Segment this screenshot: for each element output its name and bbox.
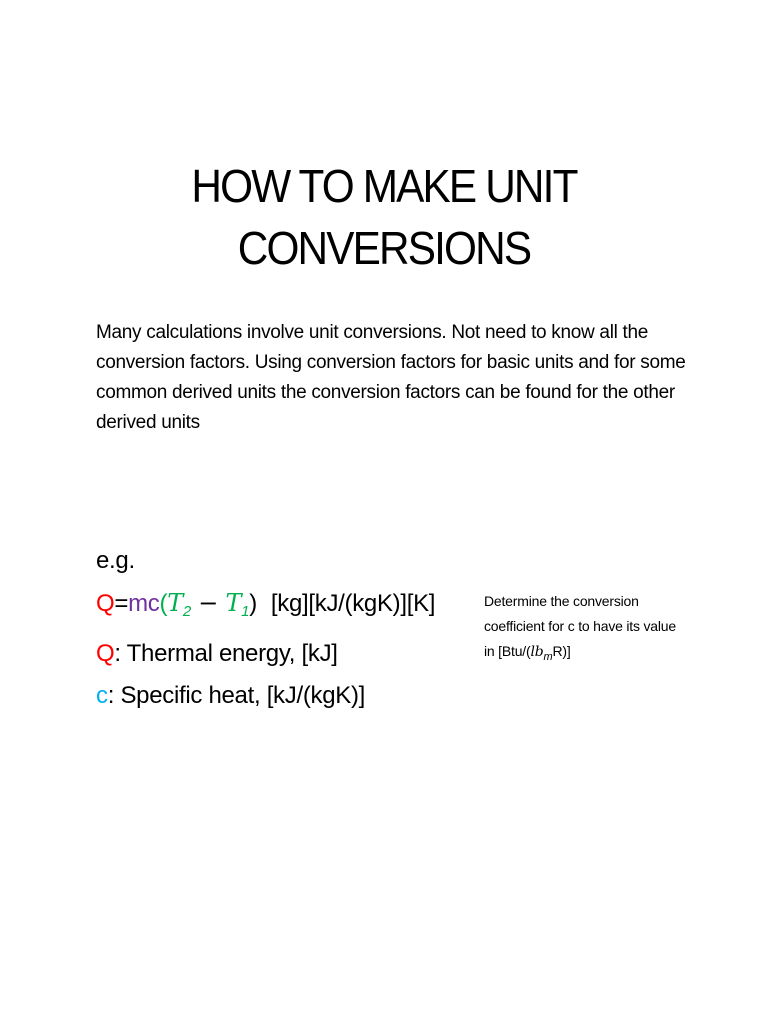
equation-open-paren: (	[159, 590, 168, 617]
equation-equals: =	[114, 590, 129, 617]
equation-t1: T	[225, 589, 242, 617]
note-line-1: Determine the conversion	[484, 593, 639, 609]
slide-title	[123, 155, 646, 279]
definition-specific-heat	[96, 675, 476, 717]
exercise-note	[484, 589, 684, 670]
equation-mc: mc	[128, 590, 160, 617]
note-line-2: coefficient for c to have its value	[484, 618, 676, 634]
definition-q-text: : Thermal energy, [kJ]	[114, 640, 338, 667]
equation-t2: T	[167, 589, 183, 617]
example-block	[96, 540, 476, 717]
note-line-3-suffix: R)]	[552, 643, 571, 659]
intro-paragraph: Many calculations involve unit conversions. Not need to know all the conversion factors. Using conversion factors for basic units and for some common derived units the conversion factors can be found for the other derived units	[96, 322, 686, 433]
note-line-3	[484, 639, 684, 670]
equation-close-paren: )	[249, 590, 257, 617]
heat-equation	[96, 582, 476, 633]
note-line-3-prefix: in [Btu/(	[484, 643, 531, 659]
definition-c-text: : Specific heat, [kJ/(kgK)]	[107, 682, 366, 709]
definition-q-symbol: Q	[96, 640, 115, 667]
definition-thermal-energy	[96, 633, 476, 675]
equation-t1-subscript: 1	[241, 603, 250, 620]
equation-q-symbol: Q	[96, 590, 115, 617]
note-lb: lb	[530, 644, 544, 660]
title-line-2: CONVERSIONS	[237, 222, 531, 274]
title-line-1: HOW TO MAKE UNIT	[191, 160, 577, 212]
equation-minus: −	[190, 589, 226, 617]
equation-t2-subscript: 2	[182, 603, 191, 620]
definition-c-symbol: c	[96, 682, 108, 709]
equation-units: [kg][kJ/(kgK)][K]	[270, 590, 436, 617]
example-label: e.g.	[96, 547, 135, 574]
note-lb-subscript: m	[543, 651, 553, 663]
